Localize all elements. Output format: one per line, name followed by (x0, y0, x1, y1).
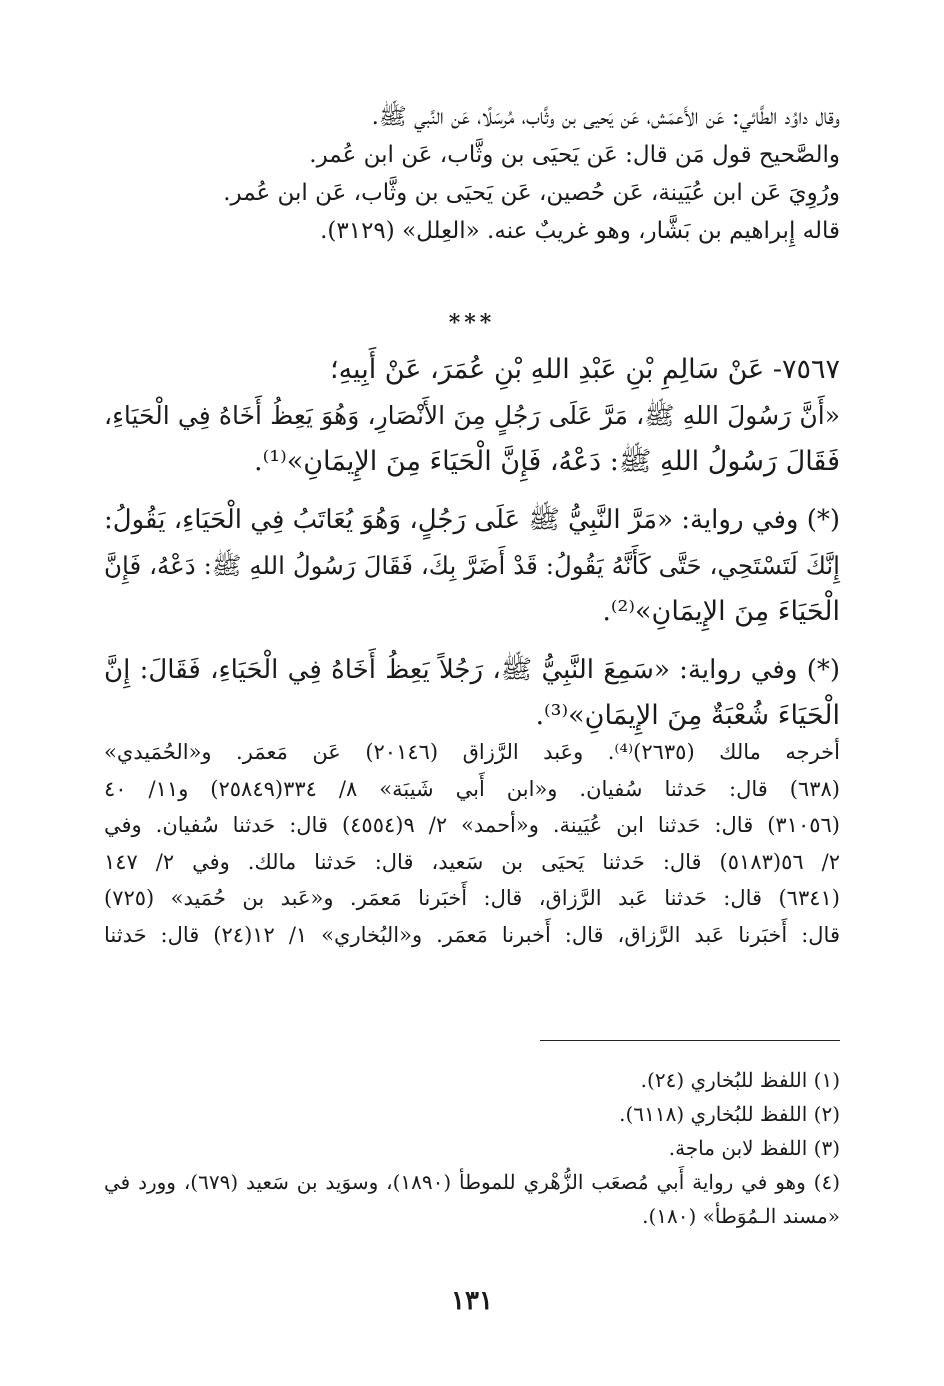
footnote: (٢) اللفظ للبُخاري (٦١١٨). (619, 1102, 840, 1126)
footnote: (٤) وهو في رواية أَبي مُصعَب الزُّهْري للموطأ (١٨٩٠)، وسوَيد بن سَعيد (٦٧٩)، وورد في (104, 1170, 840, 1194)
hadith-line: فَقَالَ رَسُولُ اللهِ ﷺ: دَعْهُ، فَإِنَّ الْحَيَاءَ مِنَ الإِيمَانِ»⁽¹⁾. (254, 446, 840, 477)
takhrij-line: قال: أَخبَرنا عَبد الرَّزاق، قال: أَخبرنا مَعمَر. و«البُخاري» ١/ ١٢(٢٤) قال: حَدثنا (104, 922, 840, 947)
hadith-variant-line: الْحَيَاءَ شُعْبَةٌ مِنَ الإِيمَانِ»⁽³⁾. (535, 700, 840, 731)
takhrij-line: (٣١٠٥٦) قال: حَدثنا ابن عُيَينة. و«أحمد» ٢/ ٩(٤٥٥٤) قال: حَدثنا سُفيان. وفي (104, 813, 840, 837)
hadith-heading: ٧٥٦٧- عَنْ سَالِمِ بْنِ عَبْدِ اللهِ بْنِ عُمَرَ، عَنْ أَبِيهِ؛ (329, 354, 840, 385)
footnotes (104, 1063, 840, 1233)
hadith-section (104, 347, 840, 739)
takhrij-section (104, 734, 840, 953)
footnote: «مسند الـمُوَطأ» (١٨٠). (642, 1204, 840, 1228)
takhrij-line: ٢/ ٥٦(٥١٨٣) قال: حَدثنا يَحيَى بن سَعيد، قال: حَدثنا مالك. وفي ٢/ ١٤٧ (104, 849, 840, 874)
text-line: والصَّحيح قول مَن قال: عَن يَحيَى بن وثَّاب، عَن ابن عُمر. (309, 142, 840, 168)
hadith-variant-line: (*) وفي رواية: «مَرَّ النَّبِيُّ ﷺ عَلَى رَجُلٍ، وَهُوَ يُعَاتَبُ فِي الْحَيَاءِ، يَقُولُ: (103, 505, 840, 535)
footnote: (٣) اللفظ لابن ماجة. (668, 1136, 840, 1160)
section-separator: *** (448, 310, 496, 336)
footnote: (١) اللفظ للبُخاري (٢٤). (640, 1068, 840, 1092)
hadith-line: «أَنَّ رَسُولَ اللهِ ﷺ، مَرَّ عَلَى رَجُلٍ مِنَ الأَنْصَارِ، وَهُوَ يَعِظُ أَخَاهُ فِي الْحَيَاءِ، (104, 401, 840, 430)
hadith-variant-line: (*) وفي رواية: «سَمِعَ النَّبِيُّ ﷺ، رَجُلاً يَعِظُ أَخَاهُ فِي الْحَيَاءِ، فَقَالَ: إِنَّ (104, 655, 840, 685)
text-line: قاله إِبراهيم بن بَشَّار، وهو غريبٌ عنه. «العِلل» (٣١٢٩). (320, 218, 840, 244)
page-number: ١٣١ (451, 1286, 493, 1316)
takhrij-line: (٦٣٨) قال: حَدثنا سُفيان. و«ابن أَبي شَيبَة» ٨/ ٣٣٤(٢٥٨٤٩) و١١/ ٤٠ (104, 776, 840, 801)
hadith-variant-line: إِنَّكَ لَتَسْتَحِي، حَتَّى كَأَنَّهُ يَقُولُ: قَدْ أَضَرَّ بِكَ، فَقَالَ رَسُولُ اللهِ ﷺ: دَعْهُ، فَإِنَّ (104, 551, 840, 580)
text-line: وقال داوُد الطَّائي: عَن الأَعمَش، عَن يَحيى بن وثَّاب، مُرسَلًا، عَن النَّبي ﷺ. (371, 104, 840, 130)
takhrij-line: (٦٣٤١) قال: حَدثنا عَبد الرَّزاق، قال: أَخبَرنا مَعمَر. و«عَبد بن حُمَيد» (٧٢٥) (104, 886, 840, 910)
hadith-variant-line: الْحَيَاءَ مِنَ الإِيمَانِ»⁽²⁾. (602, 596, 840, 627)
text-line: ورُوِيَ عَن ابن عُيَينة، عَن حُصين، عَن يَحيَى بن وثَّاب، عَن ابن عُمر. (223, 180, 840, 206)
intro-section (104, 98, 840, 250)
footnote-divider (540, 1040, 840, 1041)
takhrij-line: أخرجه مالك (٢٦٣٥)⁽⁴⁾. وعَبد الرَّزاق (٢٠١٤٦) عَن مَعمَر. و«الحُمَيدي» (104, 740, 840, 764)
